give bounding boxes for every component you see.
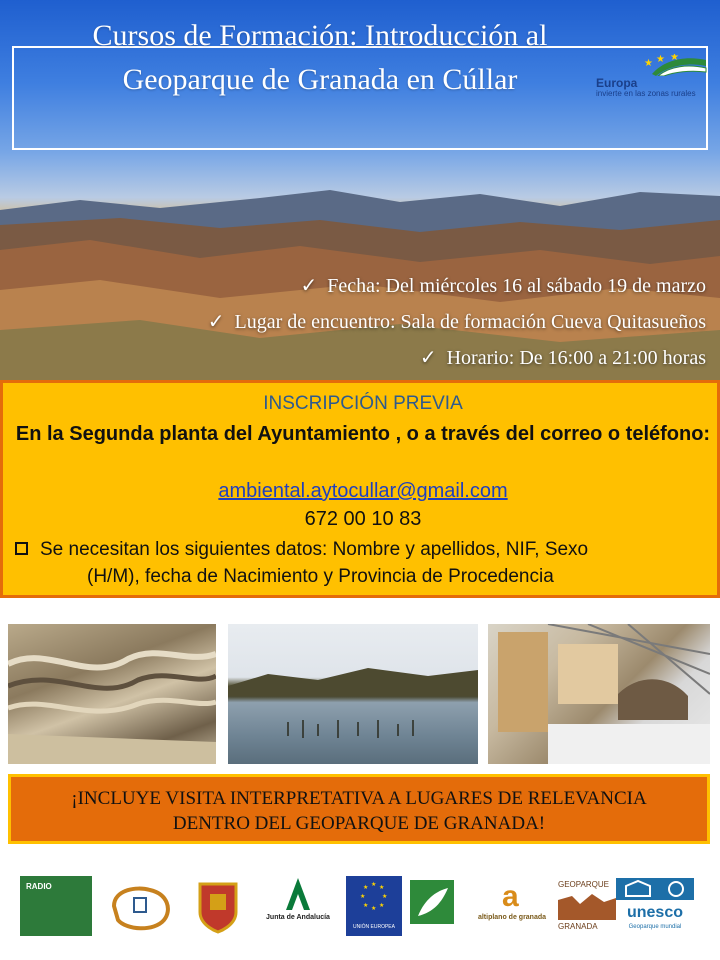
europa-logo <box>596 54 708 98</box>
event-date: ✓ Fecha: Del miércoles 16 al sábado 19 de marzo <box>300 275 706 297</box>
checkmark-icon: ✓ <box>207 311 225 333</box>
junta-andalucia-logo: Junta de Andalucía <box>256 876 340 936</box>
svg-text:★: ★ <box>382 894 388 900</box>
title-line-2: Geoparque de Granada en Cúllar <box>122 63 518 96</box>
registration-requirements: Se necesitan los siguientes datos: Nombre y apellidos, NIF, Sexo (H/M), fecha de Nacimiento y Provincia de Procedencia <box>15 536 715 590</box>
visit-banner <box>8 774 710 844</box>
visit-banner-text: ¡INCLUYE VISITA INTERPRETATIVA A LUGARES DE RELEVANCIA DENTRO DEL GEOPARQUE DE GRANADA! <box>71 788 647 834</box>
checkmark-icon: ✓ <box>300 275 318 297</box>
europa-label: Europa <box>596 76 638 90</box>
registration-where: En la Segunda planta del Ayuntamiento , o a través del correo o teléfono: <box>15 423 711 445</box>
unesco-logo: unesco Geoparque mundial <box>616 876 694 936</box>
event-schedule: ✓ Horario: De 16:00 a 21:00 horas <box>419 347 706 369</box>
altiplano-granada-logo: a altiplano de granada <box>477 880 547 921</box>
svg-text:★: ★ <box>371 906 377 912</box>
cullar-altiplano-logo <box>106 876 178 936</box>
svg-text:★: ★ <box>656 54 665 65</box>
registration-email-link[interactable]: ambiental.aytocullar@gmail.com <box>218 480 508 502</box>
hero-landscape <box>0 0 720 380</box>
european-union-logo: ★ ★ ★ ★ ★ ★ ★ ★ UNIÓN EUROPEA <box>346 876 402 936</box>
event-location: ✓ Lugar de encuentro: Sala de formación Cueva Quitasueños <box>207 311 706 333</box>
photo-rock-strata <box>8 624 216 764</box>
event-details <box>6 268 706 376</box>
svg-text:★: ★ <box>371 882 377 888</box>
leader-logo <box>406 876 458 936</box>
svg-text:★: ★ <box>379 885 385 891</box>
svg-text:★: ★ <box>644 58 653 69</box>
photo-wetland <box>228 624 478 764</box>
title-line-1: Cursos de Formación: Introducción al <box>92 19 548 52</box>
checkbox-bullet-icon <box>15 542 28 555</box>
registration-phone: 672 00 10 83 <box>304 508 422 530</box>
svg-text:★: ★ <box>360 894 366 900</box>
page-title <box>0 14 640 102</box>
svg-text:★: ★ <box>363 885 369 891</box>
svg-text:★: ★ <box>363 903 369 909</box>
radio-logo: RADIO <box>20 876 92 936</box>
registration-box <box>0 380 720 598</box>
europa-flag-icon <box>596 54 708 76</box>
geoparque-granada-logo: GEOPARQUE GRANADA <box>558 876 616 936</box>
checkmark-icon: ✓ <box>419 347 437 369</box>
svg-text:a: a <box>502 880 519 912</box>
europa-sublabel: invierte en las zonas rurales <box>596 89 696 98</box>
svg-text:★: ★ <box>379 903 385 909</box>
registration-title: INSCRIPCIÓN PREVIA <box>263 393 463 414</box>
coat-of-arms-logo <box>194 876 242 936</box>
svg-text:★: ★ <box>670 54 679 63</box>
photo-museum-exhibit <box>488 624 710 764</box>
